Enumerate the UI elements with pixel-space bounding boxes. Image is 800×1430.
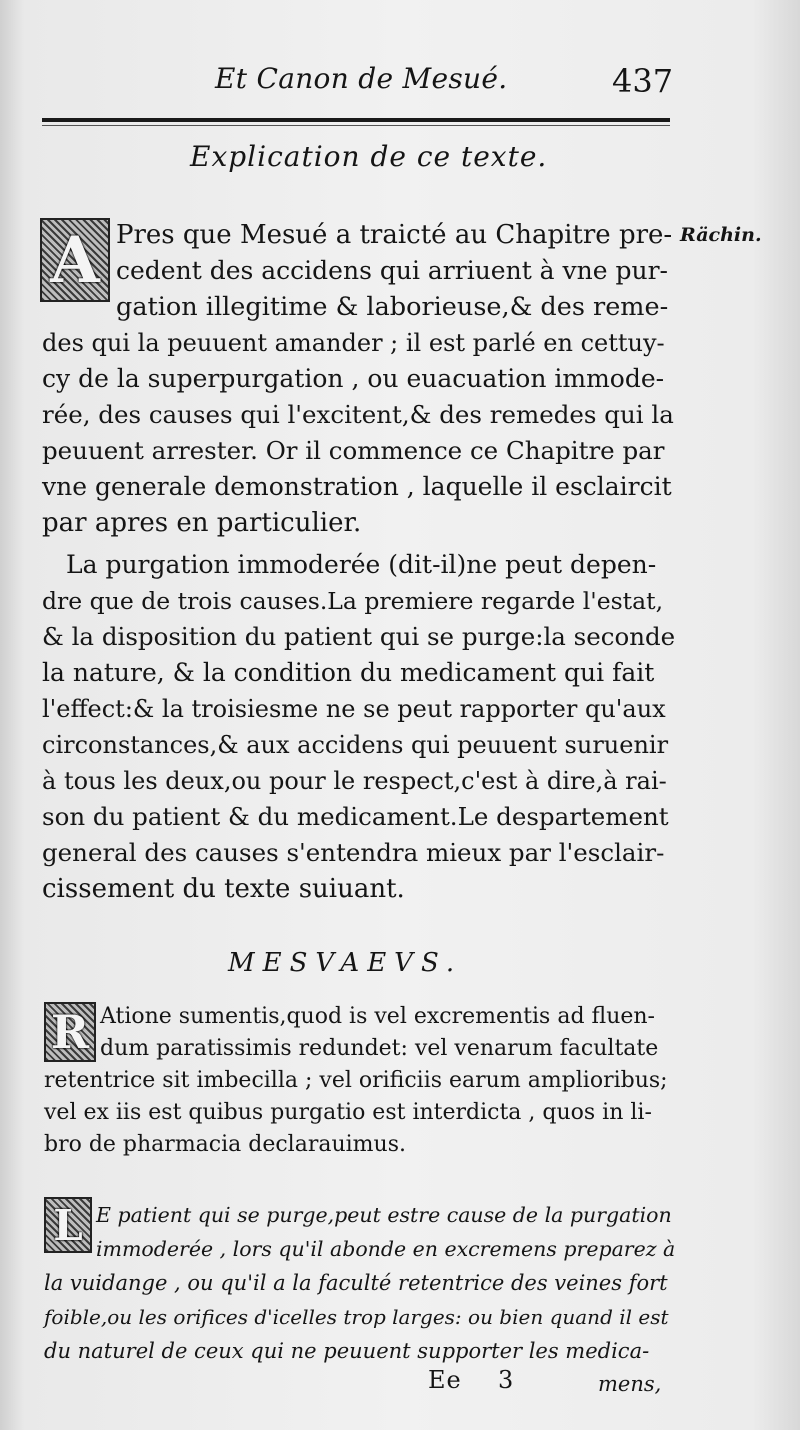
header-rule-thin — [42, 125, 670, 126]
latin-line: bro de pharmacia declarauimus. — [44, 1132, 406, 1157]
ornamental-initial-r — [44, 1002, 96, 1062]
initial-letter: A — [50, 222, 100, 298]
translation-line: E patient qui se purge,peut estre cause de la purgation — [96, 1203, 672, 1227]
translation-line: immoderée , lors qu'il abonde en excremens preparez à — [96, 1237, 676, 1261]
latin-line: dum paratissimis redundet: vel venarum facultate — [100, 1036, 659, 1061]
header-rule — [42, 118, 670, 122]
ornamental-initial-l — [44, 1197, 92, 1253]
commentary-line: Pres que Mesué a traicté au Chapitre pre- — [116, 220, 673, 250]
commentary-line: son du patient & du medicament.Le despartement — [42, 802, 669, 831]
commentary-line: La purgation immoderée (dit-il)ne peut depen- — [66, 550, 657, 579]
commentary-line: gation illegitime & laborieuse,& des reme- — [116, 292, 669, 322]
commentary-line: à tous les deux,ou pour le respect,c'est à dire,à rai- — [42, 767, 667, 795]
commentary-line: circonstances,& aux accidens qui peuuent suruenir — [42, 731, 669, 759]
ornamental-initial-a — [40, 218, 110, 302]
commentary-line: rée, des causes qui l'excitent,& des remedes qui la — [42, 400, 674, 429]
initial-letter: L — [53, 1200, 83, 1250]
latin-line: retentrice sit imbecilla ; vel orificiis earum amplioribus; — [44, 1068, 668, 1093]
margin-note: Rächin. — [680, 224, 762, 246]
translation-line: foible,ou les orifices d'icelles trop larges: ou bien quand il est — [44, 1305, 669, 1329]
section-title: Explication de ce texte. — [190, 140, 548, 173]
commentary-line: dre que de trois causes.La premiere regarde l'estat, — [42, 587, 664, 615]
commentary-line: vne generale demonstration , laquelle il esclaircit — [42, 472, 672, 501]
latin-line: Atione sumentis,quod is vel excrementis ad fluen- — [100, 1004, 655, 1029]
commentary-line: l'effect:& la troisiesme ne se peut rapporter qu'aux — [42, 695, 666, 723]
catchword: mens, — [598, 1372, 662, 1396]
signature-mark: Ee — [428, 1366, 462, 1394]
latin-heading: MESVAEVS. — [228, 948, 463, 978]
commentary-line: cy de la superpurgation , ou euacuation immode- — [42, 364, 665, 393]
latin-line: vel ex iis est quibus purgatio est interdicta , quos in li- — [44, 1100, 652, 1125]
commentary-line: & la disposition du patient qui se purge:la seconde — [42, 622, 676, 651]
commentary-line: cedent des accidens qui arriuent à vne pur- — [116, 256, 669, 285]
commentary-line: cissement du texte suiuant. — [42, 874, 405, 904]
signature-number: 3 — [498, 1366, 514, 1394]
commentary-line: par apres en particulier. — [42, 508, 362, 538]
running-title: Et Canon de Mesué. — [215, 62, 508, 95]
commentary-line: general des causes s'entendra mieux par l'esclair- — [42, 838, 665, 867]
commentary-line: des qui la peuuent amander ; il est parlé en cettuy- — [42, 329, 665, 357]
translation-line: la vuidange , ou qu'il a la faculté retentrice des veines fort — [44, 1271, 668, 1295]
commentary-line: peuuent arrester. Or il commence ce Chapitre par — [42, 436, 665, 465]
page-number: 437 — [612, 62, 674, 100]
translation-line: du naturel de ceux qui ne peuuent supporter les medica- — [44, 1339, 650, 1363]
initial-letter: R — [50, 1005, 90, 1059]
commentary-line: la nature, & la condition du medicament qui fait — [42, 658, 655, 687]
